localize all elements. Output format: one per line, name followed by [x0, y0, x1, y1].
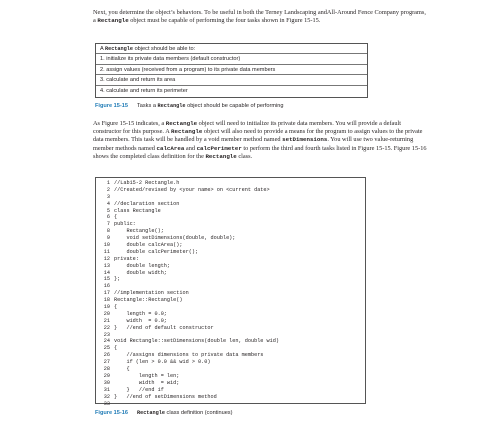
code-text: Rectangle::Rectangle() [114, 297, 183, 304]
text-run: All-Around Fence Company programs, a [93, 9, 426, 25]
line-number: 20 [103, 310, 110, 317]
code-line [100, 304, 365, 311]
code-line [100, 338, 365, 345]
line-number: 11 [103, 248, 110, 255]
caption-class: Rectangle [136, 410, 165, 416]
code-term: Rectangle [165, 120, 198, 127]
intro-paragraph [93, 9, 428, 25]
text-run: class. [236, 152, 253, 160]
code-line [100, 332, 365, 339]
code-text: } //end of default constructor [114, 324, 214, 331]
code-line [100, 228, 365, 235]
line-number: 10 [103, 242, 110, 249]
task-item: 1. initialize its private data members (default constructor) [96, 54, 367, 64]
line-number: 25 [103, 345, 110, 352]
line-number: 31 [103, 386, 110, 393]
task-item: 4. calculate and return its perimeter [100, 87, 188, 94]
line-number: 14 [103, 269, 110, 276]
code-text: { [114, 304, 118, 311]
code-text: //declaration section [114, 200, 180, 207]
code-term: Rectangle [97, 17, 129, 25]
code-line [100, 359, 365, 366]
code-line [100, 276, 365, 283]
code-term: calcPerimeter [196, 144, 242, 152]
code-term: Rectangle [205, 152, 237, 160]
code-line [100, 270, 365, 277]
code-text: Rectangle(); [114, 228, 164, 235]
line-number: 16 [103, 283, 110, 290]
code-text: double calcPerimeter(); [114, 248, 199, 255]
task-item: 3. calculate and return its area [96, 75, 367, 85]
code-line [100, 283, 365, 290]
task-box [95, 43, 368, 98]
code-line [100, 235, 365, 242]
code-line [100, 208, 365, 215]
code-text: width = wid; [114, 379, 180, 386]
task-item: 2. assign values (received from a program) to its private data members [96, 65, 367, 75]
caption-post: object should be capable of performing [185, 103, 284, 109]
code-listing [95, 177, 366, 407]
text-run: As Figure 15-15 indicates, a [93, 120, 166, 127]
line-number: 33 [103, 400, 110, 407]
code-line [100, 311, 365, 318]
text-run: object will also need to provide a means for the program to assign values to the private data members. This task will be handled by a void member method named [93, 128, 423, 144]
code-text: { [114, 214, 118, 221]
line-number: 1 [106, 180, 110, 186]
code-text: length = len; [114, 372, 180, 379]
line-number: 19 [103, 304, 110, 311]
code-line [100, 380, 365, 387]
code-line [100, 180, 365, 187]
text-run: and [184, 144, 197, 152]
line-number: 3 [106, 193, 110, 200]
code-text: void Rectangle::setDimensions(double len, double wid) [114, 338, 279, 345]
code-line [100, 187, 365, 194]
code-line [100, 297, 365, 304]
code-line [100, 249, 365, 256]
code-line [100, 394, 365, 401]
code-term: calcArea [156, 144, 185, 152]
code-text: //implementation section [114, 290, 189, 297]
line-number: 2 [106, 186, 110, 193]
line-number: 24 [103, 338, 110, 345]
code-text: //Lab15-2 Rectangle.h [114, 180, 180, 186]
code-text: length = 0.0; [114, 310, 167, 317]
line-number: 18 [103, 297, 110, 304]
line-number: 7 [106, 221, 110, 228]
task-box-header-pre: A [100, 46, 105, 52]
task-box-header [96, 44, 367, 54]
code-text: } //end if [114, 386, 164, 393]
code-text: }; [114, 276, 121, 283]
code-line [100, 290, 365, 297]
code-line [100, 318, 365, 325]
figure-number: Figure 15-15 [95, 103, 128, 109]
line-number: 17 [103, 290, 110, 297]
caption-class: Rectangle [157, 103, 186, 109]
line-number: 27 [103, 359, 110, 366]
caption-pre: Tasks a [136, 103, 158, 109]
code-line [100, 256, 365, 263]
code-text: width = 0.0; [114, 317, 167, 324]
text-run: object must be capable of performing the four tasks shown in Figure 15-15. [128, 17, 321, 25]
line-number: 6 [106, 214, 110, 221]
code-line [100, 263, 365, 270]
line-number: 29 [103, 372, 110, 379]
code-line [100, 401, 365, 408]
code-text: if (len > 0.0 && wid > 0.0) [114, 359, 211, 366]
line-number: 32 [103, 393, 110, 400]
code-text: //assigns dimensions to private data members [114, 352, 264, 359]
code-text: double length; [114, 262, 171, 269]
line-number: 13 [103, 262, 110, 269]
figure-number: Figure 15-16 [95, 410, 128, 416]
code-line [100, 352, 365, 359]
line-number: 15 [103, 276, 110, 283]
body-paragraph [93, 120, 428, 161]
line-number: 9 [106, 235, 110, 242]
code-line [100, 201, 365, 208]
code-line [100, 345, 365, 352]
text-run: . You will use two value-returning member methods named [93, 136, 414, 152]
code-text: } //end of setDimensions method [114, 393, 217, 400]
line-number: 4 [106, 200, 110, 207]
figure-15-15-caption [95, 103, 284, 109]
line-number: 28 [103, 366, 110, 373]
text-run: Next, you determine the object’s behaviors. To be useful in both the Terney Landscaping and [93, 9, 327, 16]
line-number: 23 [103, 331, 110, 338]
line-number: 22 [103, 324, 110, 331]
code-text: class Rectangle [114, 207, 161, 214]
code-text: { [114, 366, 130, 373]
code-text: private: [114, 255, 139, 262]
code-line [100, 221, 365, 228]
code-line [100, 325, 365, 332]
code-text: //Created/revised by <your name> on <current date> [114, 186, 270, 193]
code-text: double width; [114, 269, 167, 276]
line-number: 5 [106, 207, 110, 214]
code-line [100, 366, 365, 373]
line-number: 26 [103, 352, 110, 359]
code-text: void setDimensions(double, double); [114, 235, 236, 242]
task-box-header-class: Rectangle [104, 46, 134, 52]
text-run: to perform the third and fourth tasks listed in Figure 15-15. Figure 15-16 shows the completed class definition for the [93, 144, 427, 160]
code-text: public: [114, 221, 136, 228]
line-number: 12 [103, 255, 110, 262]
code-text: { [114, 345, 118, 352]
code-text: double calcArea(); [114, 242, 183, 249]
caption-post: class definition (continues) [165, 410, 233, 416]
line-number: 30 [103, 379, 110, 386]
code-line [100, 194, 365, 201]
figure-15-16-caption [95, 410, 232, 416]
line-number: 21 [103, 317, 110, 324]
code-term: Rectangle [171, 128, 203, 136]
code-line [100, 242, 365, 249]
code-line [100, 387, 365, 394]
code-line [100, 373, 365, 380]
task-box-header-post: object should be able to: [133, 46, 196, 52]
line-number: 8 [106, 228, 110, 235]
text-run: object will need to initialize its private data members. You will provide a default constructor for this purpose. A [93, 120, 401, 136]
code-term: setDimensions [282, 136, 328, 144]
code-line [100, 214, 365, 221]
